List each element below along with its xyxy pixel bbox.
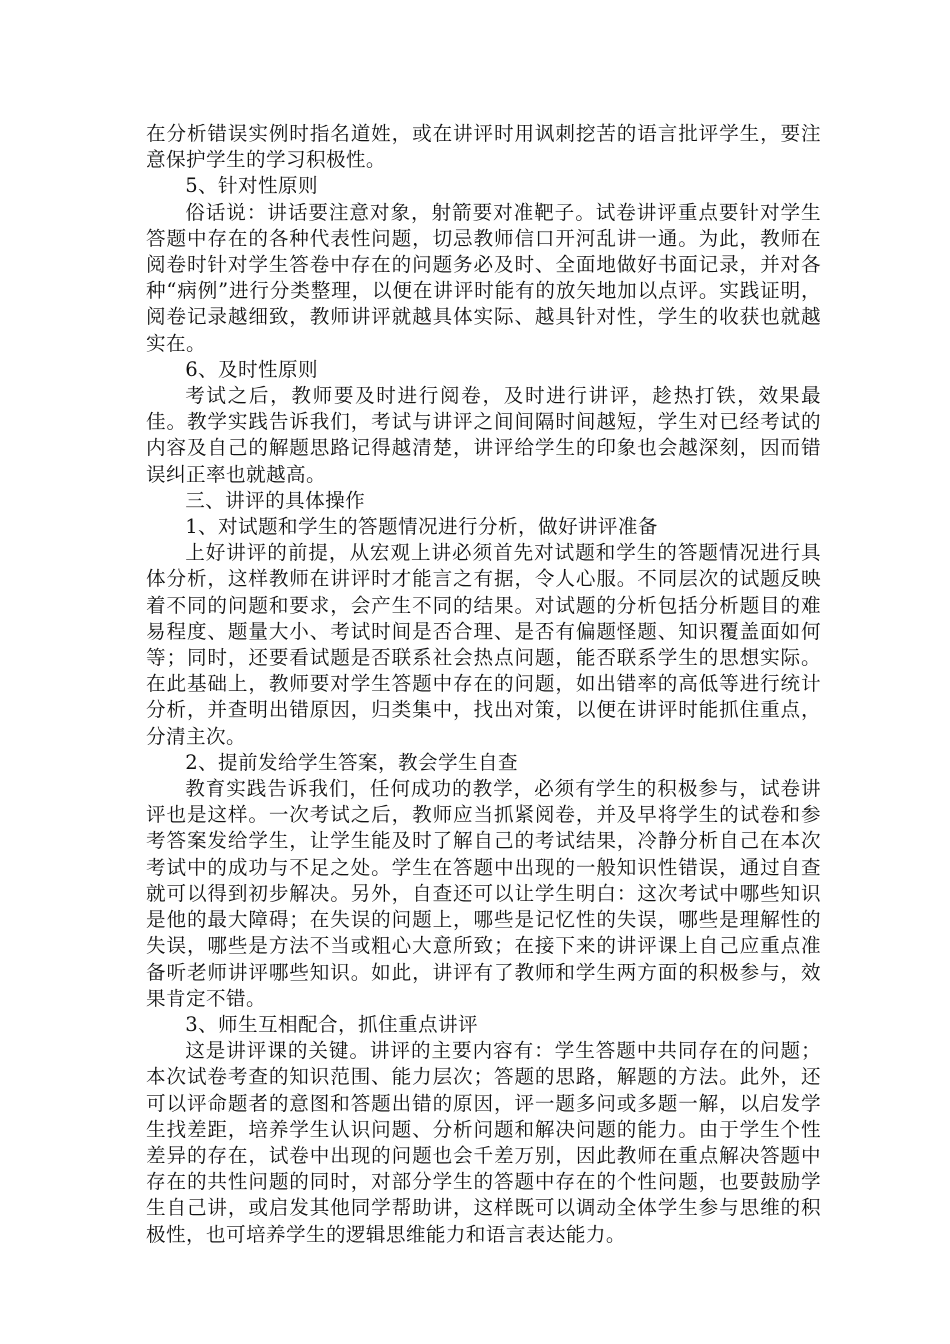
heading-section-three: 三、讲评的具体操作 xyxy=(185,488,366,512)
heading-step-three: 3、师生互相配合，抓住重点讲评 xyxy=(185,1012,478,1036)
paragraph-step-two: 教育实践告诉我们，任何成功的教学，必须有学生的积极参与，试卷讲评也是这样。一次考试之后，教师应当抓紧阅卷，并及早将学生的试卷和参考答案发给学生，让学生能及时了解自己的考试结果，冷静分析自己在本次考试中的成功与不足之处。学生在答题中出现的一般知识性错误，通过自查就可以得到初步解决。另外，自查还可以让学生明白：这次考试中哪些知识是他的最大障碍；在失误的问题上，哪些是记忆性的失误，哪些是理解性的失误，哪些是方法不当或粗心大意所致；在接下来的讲评课上自己应重点准备听老师讲评哪些知识。如此，讲评有了教师和学生两方面的积极参与，效果肯定不错。 xyxy=(146,777,821,1010)
heading-timeliness-principle: 6、及时性原则 xyxy=(185,357,319,381)
heading-step-two: 2、提前发给学生答案，教会学生自查 xyxy=(185,750,518,774)
heading-step-one: 1、对试题和学生的答题情况进行分析，做好讲评准备 xyxy=(185,515,658,539)
paragraph-step-one: 上好讲评的前提，从宏观上讲必须首先对试题和学生的答题情况进行具体分析，这样教师在讲评时才能言之有据，令人心服。不同层次的试题反映着不同的问题和要求，会产生不同的结果。对试题的分析包括分析题目的难易程度、题量大小、考试时间是否合理、是否有偏题怪题、知识覆盖面如何等；同时，还要看试题是否联系社会热点问题，能否联系学生的思想实际。在此基础上，教师要对学生答题中存在的问题，如出错率的高低等进行统计分析，并查明出错原因，归类集中，找出对策，以便在讲评时能抓住重点，分清主次。 xyxy=(146,541,821,748)
document-body xyxy=(146,121,821,1248)
paragraph-targeted-principle: 俗话说：讲话要注意对象，射箭要对准靶子。试卷讲评重点要针对学生答题中存在的各种代表性问题，切忌教师信口开河乱讲一通。为此，教师在阅卷时针对学生答卷中存在的问题务必及时、全面地做好书面记录，并对各种“病例”进行分类整理，以便在讲评时能有的放矢地加以点评。实践证明，阅卷记录越细致，教师讲评就越具体实际、越具针对性，学生的收获也就越实在。 xyxy=(146,200,821,355)
paragraph-timeliness-principle: 考试之后，教师要及时进行阅卷，及时进行讲评，趁热打铁，效果最佳。教学实践告诉我们，考试与讲评之间间隔时间越短，学生对已经考试的内容及自己的解题思路记得越清楚，讲评给学生的印象也会越深刻，因而错误纠正率也就越高。 xyxy=(146,384,821,486)
paragraph-1: 在分析错误实例时指名道姓，或在讲评时用讽刺挖苦的语言批评学生，要注意保护学生的学习积极性。 xyxy=(146,122,821,172)
heading-targeted-principle: 5、针对性原则 xyxy=(185,174,319,198)
paragraph-step-three: 这是讲评课的关键。讲评的主要内容有：学生答题中共同存在的问题；本次试卷考查的知识范围、能力层次；答题的思路，解题的方法。此外，还可以评命题者的意图和答题出错的原因，评一题多问或多题一解，以启发学生找差距，培养学生认识问题、分析问题和解决问题的能力。由于学生个性差异的存在，试卷中出现的问题也会千差万别，因此教师在重点解决答题中存在的共性问题的同时，对部分学生的答题中存在的个性问题，也要鼓励学生自己讲，或启发其他同学帮助讲，这样既可以调动全体学生参与思维的积极性，也可培养学生的逻辑思维能力和语言表达能力。 xyxy=(146,1039,821,1246)
